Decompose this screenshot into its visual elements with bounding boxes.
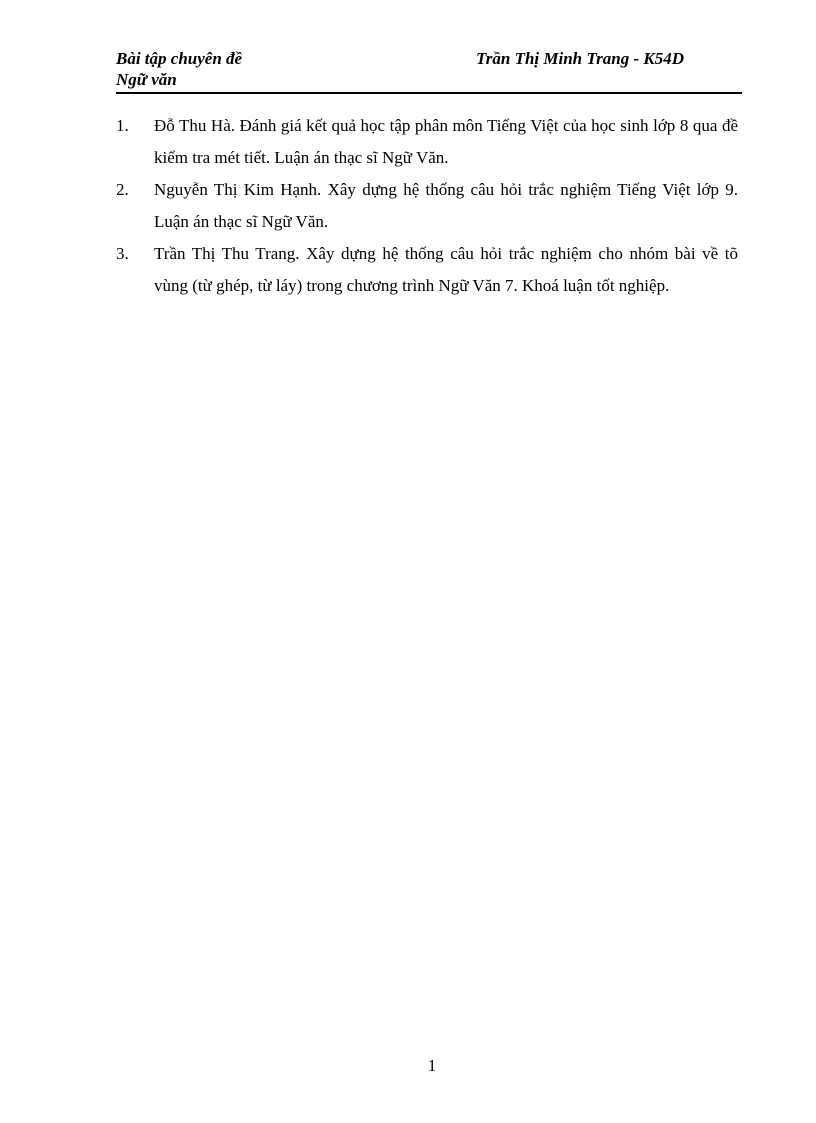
reference-item [116, 238, 738, 302]
course-title-line2: Ngữ văn [116, 70, 177, 89]
header-divider [116, 92, 742, 94]
reference-number: 1. [116, 116, 129, 135]
reference-item [116, 110, 738, 174]
reference-list [116, 110, 738, 302]
reference-number: 2. [116, 180, 129, 199]
reference-text: Nguyễn Thị Kim Hạnh. Xây dựng hệ thống câu hỏi trắc nghiệm Tiếng Việt lớp 9. Luận án thạc sĩ Ngữ Văn. [154, 180, 738, 231]
page-number: 1 [427, 1056, 437, 1075]
course-title [116, 48, 316, 90]
reference-number: 3. [116, 244, 129, 263]
course-title-line1: Bài tập chuyên đề [116, 49, 243, 68]
reference-text: Trần Thị Thu Trang. Xây dựng hệ thống câu hỏi trắc nghiệm cho nhóm bài về tõ vùng (từ ghép, từ láy) trong chương trình Ngữ Văn 7. Khoá luận tốt nghiệp. [154, 244, 738, 295]
author-name: Trần Thị Minh Trang - K54D [476, 49, 684, 68]
page-header [116, 48, 742, 94]
reference-text: Đỗ Thu Hà. Đánh giá kết quả học tập phân môn Tiếng Việt của học sinh lớp 8 qua đề kiểm tra mét tiết. Luận án thạc sĩ Ngữ Văn. [154, 116, 738, 167]
reference-item [116, 174, 738, 238]
